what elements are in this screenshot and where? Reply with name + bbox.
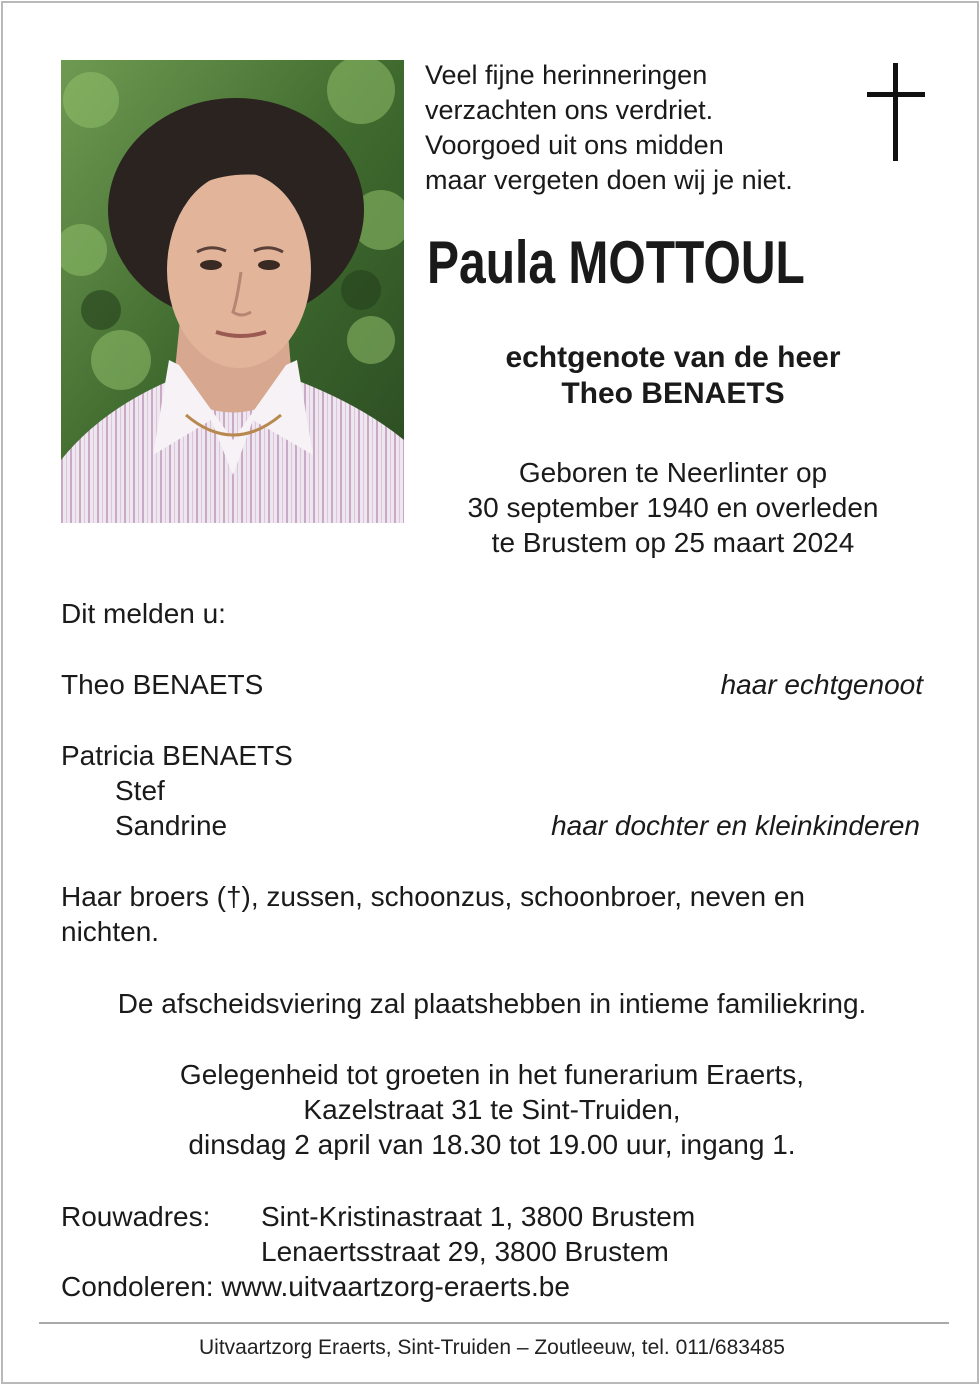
verse-line: Veel fijne herinneringen [425,60,708,90]
cross-icon [867,63,925,163]
footer-text: Uitvaartzorg Eraerts, Sint-Truiden – Zoutleeuw, tel. 011/683485 [199,1336,785,1359]
death-notice [1,1,979,1384]
verse-line: maar vergeten doen wij je niet. [425,165,793,195]
birth-line: 30 september 1940 en overleden [467,492,879,523]
deceased-name: Paula MOTTOUL [427,229,805,296]
birth-line: te Brustem op 25 maart 2024 [491,527,855,558]
husband-name: Theo BENAETS [61,669,264,700]
visitation-line: Gelegenheid tot groeten in het funerarium Eraerts, [179,1059,805,1090]
portrait-photo [61,60,404,523]
portrait-illustration [61,60,404,523]
visitation-line: dinsdag 2 april van 18.30 tot 19.00 uur, ingang 1. [188,1129,796,1160]
other-relatives-line: nichten. [61,916,160,947]
other-relatives-line: Haar broers (†), zussen, schoonzus, schoonbroer, neven en [61,881,805,912]
birth-death-info [423,455,923,560]
ceremony-text: De afscheidsviering zal plaatshebben in intieme familiekring. [117,988,867,1019]
grandchild-name: Stef [115,775,165,806]
address-label: Rouwadres: [61,1201,211,1232]
address-line: Sint-Kristinastraat 1, 3800 Brustem [261,1201,696,1232]
spouse-line: echtgenote van de heer [505,341,841,374]
condolences-link: Condoleren: www.uitvaartzorg-eraerts.be [61,1271,570,1302]
daughter-relation: haar dochter en kleinkinderen [551,810,920,841]
husband-relation: haar echtgenoot [720,669,923,700]
announce-text: Dit melden u: [61,598,226,629]
spouse-info [423,340,923,412]
verse-line: Voorgoed uit ons midden [425,130,724,160]
visitation-line: Kazelstraat 31 te Sint-Truiden, [303,1094,681,1125]
address-line: Lenaertsstraat 29, 3800 Brustem [261,1236,669,1267]
daughter-name: Patricia BENAETS [61,740,293,771]
birth-line: Geboren te Neerlinter op [518,457,828,488]
spouse-name: Theo BENAETS [561,377,785,410]
footer-divider [39,1322,949,1324]
grandchild-name: Sandrine [115,810,228,841]
memorial-verse [425,58,865,198]
verse-line: verzachten ons verdriet. [425,95,714,125]
